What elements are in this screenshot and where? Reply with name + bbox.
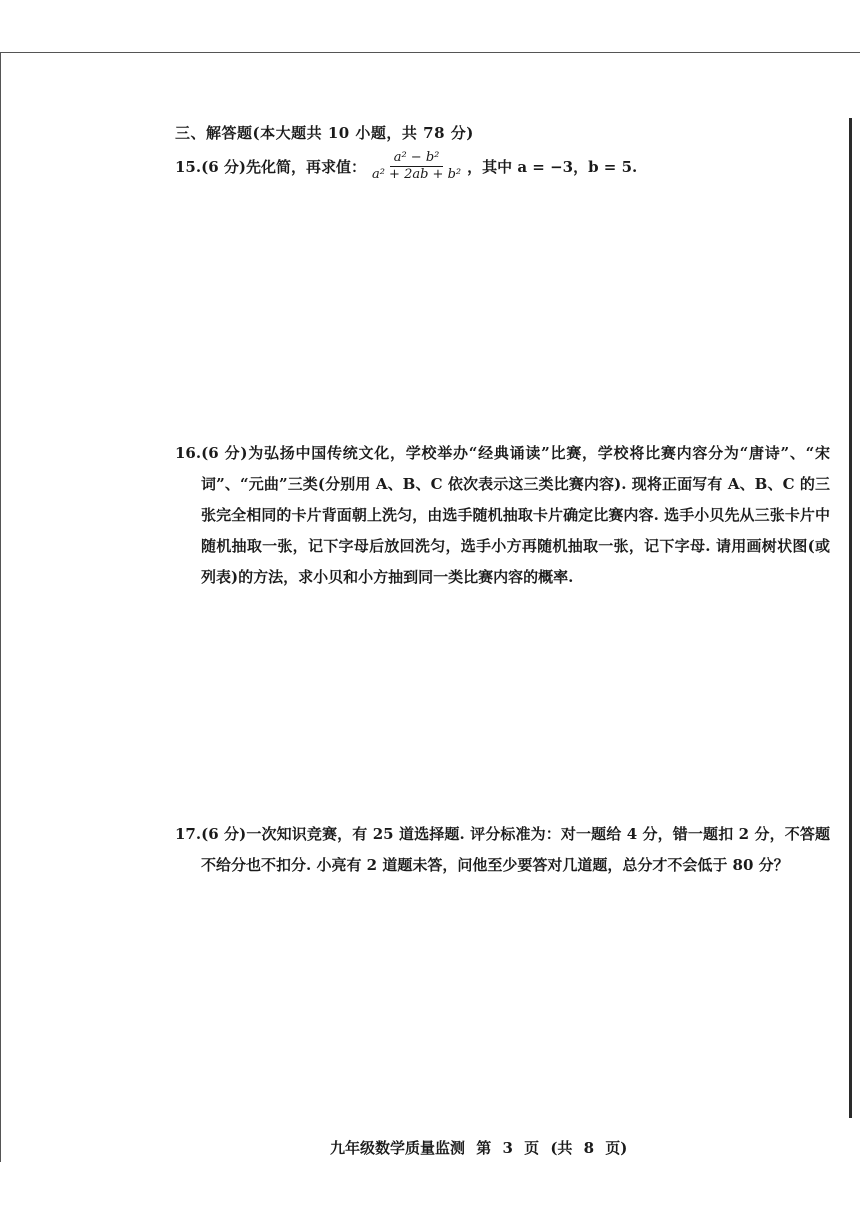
page-footer: 九年级数学质量监测 第 3 页 (共 8 页) [330,1139,628,1157]
question-16-text: 16.(6 分)为弘扬中国传统文化，学校举办“经典诵读”比赛，学校将比赛内容分为“唐诗”、“宋词”、“元曲”三类(分别用 A、B、C 依次表示这三类比赛内容). 现将正面写有 A、B、C 的三张完全相同的卡片背面朝上洗匀，由选手随机抽取卡片确定比赛内容. 选手小贝先从三张卡片中随机抽取一张，记下字母后放回洗匀，选手小方再随机抽取一张，记下字母. 请用画树状图(或列表)的方法，求小贝和小方抽到同一类比赛内容的概率. [175,444,830,586]
fraction-numerator: a² − b² [390,151,444,167]
fraction-denominator: a² + 2ab + b² [371,167,462,182]
question-15-prefix: 15.(6 分)先化简，再求值： [175,158,366,176]
section-heading: 三、解答题(本大题共 10 小题，共 78 分) [175,124,474,142]
page-border [0,52,860,1162]
question-16 [175,438,830,593]
question-17 [175,819,830,881]
question-17-text: 17.(6 分)一次知识竞赛，有 25 道选择题. 评分标准为：对一题给 4 分，错一题扣 2 分，不答题不给分也不扣分. 小亮有 2 道题未答，问他至少要答对几道题，总分才不会低于 80 分？ [175,825,830,874]
question-15 [175,151,637,182]
question-15-suffix: ，其中 a = −3，b = 5. [467,158,638,176]
margin-rule [849,118,852,1118]
fraction-expression [368,151,465,182]
